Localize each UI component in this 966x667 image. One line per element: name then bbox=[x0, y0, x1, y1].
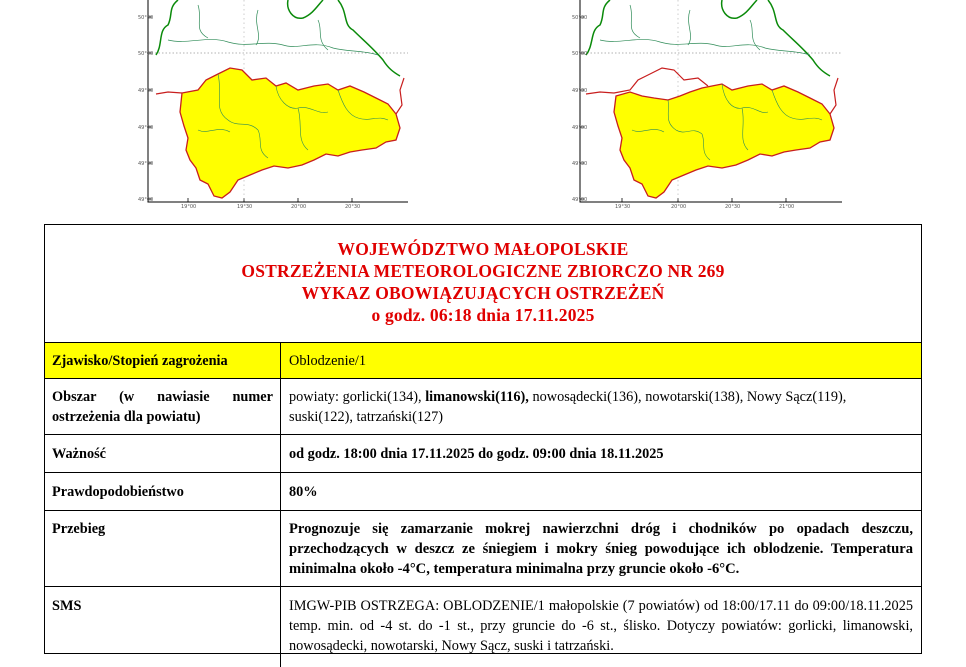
warning-header bbox=[45, 225, 921, 343]
header-voivodeship: WOJEWÓDZTWO MAŁOPOLSKIE bbox=[337, 239, 629, 259]
course-value: Prognozuje się zamarzanie mokrej nawierzchni dróg i chodników po opadach deszczu, przechodzących w deszcz ze śniegiem i mokry śnieg powodujące ich oblodzenie. Temperatura minimalna około -4°C, temperatura minimalna przy gruncie około -6°C. bbox=[289, 521, 913, 577]
row-phenomenon bbox=[45, 343, 921, 379]
map-lat-label: 49°00 bbox=[572, 125, 588, 131]
probability-label: Prawdopodobieństwo bbox=[45, 473, 281, 510]
area-value-suffix: nowosądecki(136), nowotarski(138), Nowy Sącz(119), suski(122), tatrzański(127) bbox=[289, 389, 847, 425]
map-lat-label: 49°30 bbox=[138, 161, 154, 167]
phenomenon-label: Zjawisko/Stopień zagrożenia bbox=[45, 343, 281, 378]
map-lon-label: 20°30 bbox=[725, 204, 741, 208]
map-left-svg bbox=[138, 0, 410, 208]
sms-value: IMGW-PIB OSTRZEGA: OBLODZENIE/1 małopolskie (7 powiatów) od 18:00/17.11 do 09:00/18.11.2025 temp. min. od -4 st. do -1 st., przy gruncie do -6 st., ślisko. Dotyczy powiatów: gorlicki, limanowski, nowosądecki, nowotarski, Nowy Sącz, suski i tatrzański. bbox=[289, 598, 913, 654]
map-lat-label: 50°00 bbox=[572, 51, 588, 57]
header-warning-number: OSTRZEŻENIA METEOROLOGICZNE ZBIORCZO NR 269 bbox=[241, 261, 725, 281]
row-area bbox=[45, 379, 921, 435]
map-lat-label: 49°00 bbox=[572, 197, 588, 203]
map-lon-label: 20°00 bbox=[671, 204, 687, 208]
map-lat-label: 50°30 bbox=[138, 15, 154, 21]
map-lat-label: 50°00 bbox=[138, 51, 154, 57]
validity-value: od godz. 18:00 dnia 17.11.2025 do godz. 09:00 dnia 18.11.2025 bbox=[289, 446, 664, 462]
area-value-bold: limanowski(116), bbox=[425, 389, 529, 405]
map-right-svg bbox=[572, 0, 844, 208]
area-value bbox=[281, 379, 921, 434]
header-list-title: WYKAZ OBOWIĄZUJĄCYCH OSTRZEŻEŃ bbox=[301, 283, 665, 303]
validity-label: Ważność bbox=[45, 435, 281, 472]
map-lon-label: 20°00 bbox=[291, 204, 307, 208]
map-lon-label: 19°00 bbox=[181, 204, 197, 208]
warning-map-left bbox=[138, 0, 410, 208]
row-probability bbox=[45, 473, 921, 511]
sms-label: SMS bbox=[45, 587, 281, 667]
map-lon-label: 19°30 bbox=[237, 204, 253, 208]
row-course bbox=[45, 511, 921, 587]
warning-map-right bbox=[572, 0, 844, 208]
map-lat-label: 49°30 bbox=[572, 161, 588, 167]
warning-document bbox=[44, 224, 922, 654]
header-timestamp: o godz. 06:18 dnia 17.11.2025 bbox=[371, 305, 595, 325]
map-lon-label: 21°00 bbox=[779, 204, 795, 208]
course-label: Przebieg bbox=[45, 511, 281, 586]
phenomenon-value: Oblodzenie/1 bbox=[289, 353, 367, 369]
map-lon-label: 19°30 bbox=[615, 204, 631, 208]
map-lat-label: 49°00 bbox=[138, 125, 154, 131]
map-lon-label: 20°30 bbox=[345, 204, 361, 208]
map-lat-label: 50°30 bbox=[572, 15, 588, 21]
row-validity bbox=[45, 435, 921, 473]
map-lat-label: 49°30 bbox=[138, 88, 154, 94]
map-lat-label: 49°00 bbox=[138, 197, 154, 203]
area-value-prefix: powiaty: gorlicki(134), bbox=[289, 389, 426, 405]
area-label: Obszar (w nawiasie numer ostrzeżenia dla powiatu) bbox=[45, 379, 281, 434]
map-lat-label: 49°30 bbox=[572, 88, 588, 94]
probability-value: 80% bbox=[289, 484, 318, 500]
row-sms bbox=[45, 587, 921, 667]
